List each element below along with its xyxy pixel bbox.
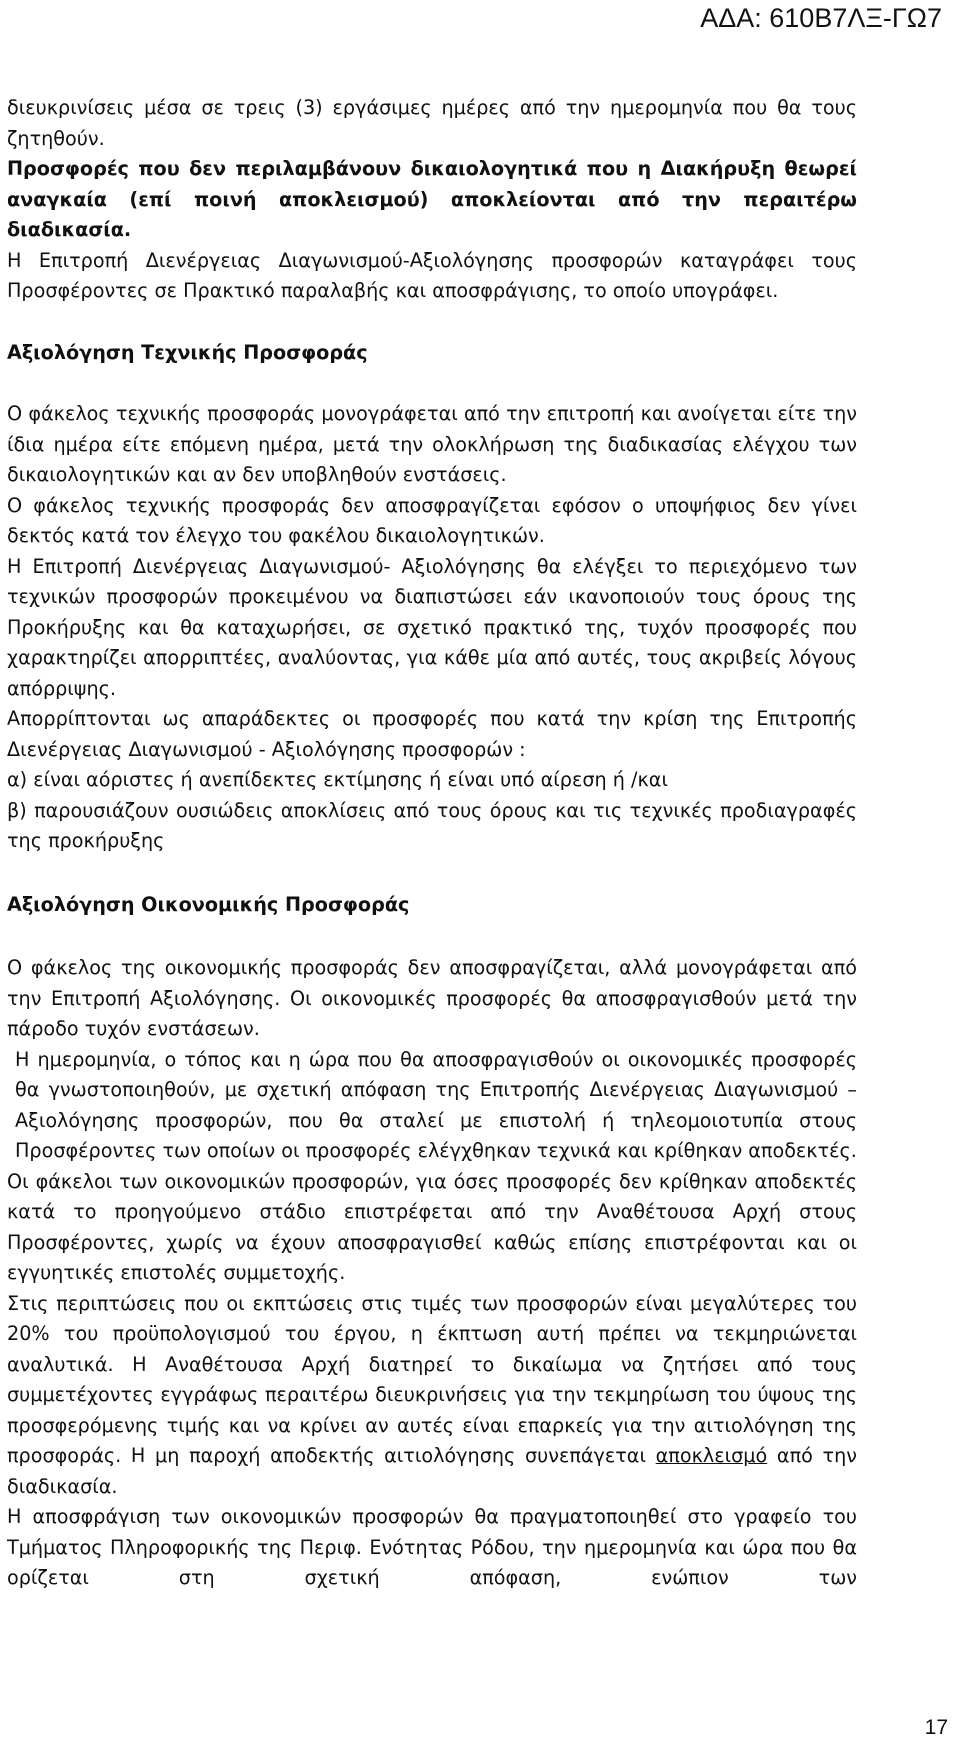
paragraph-financial-4-text: Στις περιπτώσεις που οι εκπτώσεις στις τιμές των προσφορών είναι μεγαλύτερες του 20% του προϋπολογισμού του έργου, η έκπτωση αυτή πρέπει να τεκμηριώνεται αναλυτικά. Η Αναθέτουσα Αρχή διατηρεί το δικαίωμα να ζητήσει από τους συμμετέχοντες εγγράφως περαιτέρω διευκρινήσεις για την τεκμηρίωση του ύψους της προσφερόμενης τιμής και να κρίνει αν αυτές είναι επαρκείς για την αιτιολόγηση της προσφοράς. Η μη παροχή αποδεκτής αιτιολόγησης συνεπάγεται (7, 1291, 857, 1467)
underlined-exclusion: αποκλεισμό (655, 1444, 768, 1467)
heading-financial-evaluation: Αξιολόγηση Οικονομικής Προσφοράς (7, 892, 410, 916)
document-body (7, 93, 857, 1594)
ada-code: ΑΔΑ: 610Β7ΛΞ-ΓΩ7 (700, 3, 942, 33)
paragraph-financial-4 (7, 1289, 857, 1503)
heading-technical-evaluation: Αξιολόγηση Τεχνικής Προσφοράς (7, 340, 368, 364)
paragraph-technical-item-b: β) παρουσιάζουν ουσιώδεις αποκλίσεις από τους όρους και τις τεχνικές προδιαγραφές της προκήρυξης (7, 798, 857, 852)
paragraph-exclusion: Προσφορές που δεν περιλαμβάνουν δικαιολογητικά που η Διακήρυξη θεωρεί αναγκαία (επί ποινή αποκλεισμού) αποκλείονται από την περαιτέρω διαδικασία. (7, 157, 857, 241)
paragraph-technical-item-a: α) είναι αόριστες ή ανεπίδεκτες εκτίμησης ή είναι υπό αίρεση ή /και (7, 768, 668, 791)
paragraph-committee-record: Η Επιτροπή Διενέργειας Διαγωνισμού-Αξιολόγησης προσφορών καταγράφει τους Προσφέροντες σε Πρακτικό παραλαβής και αποσφράγισης, το οποίο υπογράφει. (7, 248, 857, 302)
paragraph-technical-2: Ο φάκελος τεχνικής προσφοράς δεν αποσφραγίζεται εφόσον ο υποψήφιος δεν γίνει δεκτός κατά τον έλεγχο του φακέλου δικαιολογητικών. (7, 493, 857, 547)
paragraph-financial-2: Η ημερομηνία, ο τόπος και η ώρα που θα αποσφραγισθούν οι οικονομικές προσφορές θα γνωστοποιηθούν, με σχετική απόφαση της Επιτροπής Διενέργειας Διαγωνισμού – Αξιολόγησης προσφορών, που θα σταλεί με επιστολή ή τηλεομοιοτυπία στους Προσφέροντες των οποίων οι προσφορές ελέγχθηκαν τεχνικά και κρίθηκαν αποδεκτές. (15, 1047, 857, 1162)
paragraph-technical-3: Η Επιτροπή Διενέργειας Διαγωνισμού- Αξιολόγησης θα ελέγξει το περιεχόμενο των τεχνικών προσφορών προκειμένου να διαπιστώσει εάν ικανοποιούν τους όρους της Προκήρυξης και θα καταχωρήσει, σε σχετικό πρακτικό της, τυχόν προσφορές που χαρακτηρίζει απορριπτέες, αναλύοντας, για κάθε μία από αυτές, τους ακριβείς λόγους απόρριψης. (7, 554, 857, 700)
page-number: 17 (924, 1716, 948, 1739)
paragraph-technical-1: Ο φάκελος τεχνικής προσφοράς μονογράφεται από την επιτροπή και ανοίγεται είτε την ίδια ημέρα είτε επόμενη ημέρα, μετά την ολοκλήρωση της διαδικασίας ελέγχου των δικαιολογητικών και αν δεν υποβληθούν ενστάσεις. (7, 402, 857, 486)
paragraph-financial-5: Η αποσφράγιση των οικονομικών προσφορών θα πραγματοποιηθεί στο γραφείο του Τμήματος Πληροφορικής της Περιφ. Ενότητας Ρόδου, την ημερομηνία και ώρα που θα ορίζεται στη σχετική απόφαση, ενώπιον των (7, 1505, 857, 1589)
paragraph-financial-1: Ο φάκελος της οικονομικής προσφοράς δεν αποσφραγίζεται, αλλά μονογράφεται από την Επιτροπή Αξιολόγησης. Οι οικονομικές προσφορές θα αποσφραγισθούν μετά την πάροδο τυχόν ενστάσεων. (7, 956, 857, 1040)
paragraph-financial-4-end: από την διαδικασία. (7, 1444, 857, 1498)
paragraph-financial-3: Οι φάκελοι των οικονομικών προσφορών, για όσες προσφορές δεν κρίθηκαν αποδεκτές κατά το προηγούμενο στάδιο επιστρέφεται από την Αναθέτουσα Αρχή στους Προσφέροντες, χωρίς να έχουν αποσφραγισθεί καθώς επίσης επιστρέφονται και οι εγγυητικές επιστολές συμμετοχής. (7, 1169, 857, 1284)
paragraph-technical-4: Απορρίπτονται ως απαράδεκτες οι προσφορές που κατά την κρίση της Επιτροπής Διενέργειας Διαγωνισμού - Αξιολόγησης προσφορών : (7, 707, 857, 761)
paragraph-clarifications: διευκρινίσεις μέσα σε τρεις (3) εργάσιμες ημέρες από την ημερομηνία που θα τους ζητηθούν. (7, 96, 857, 150)
